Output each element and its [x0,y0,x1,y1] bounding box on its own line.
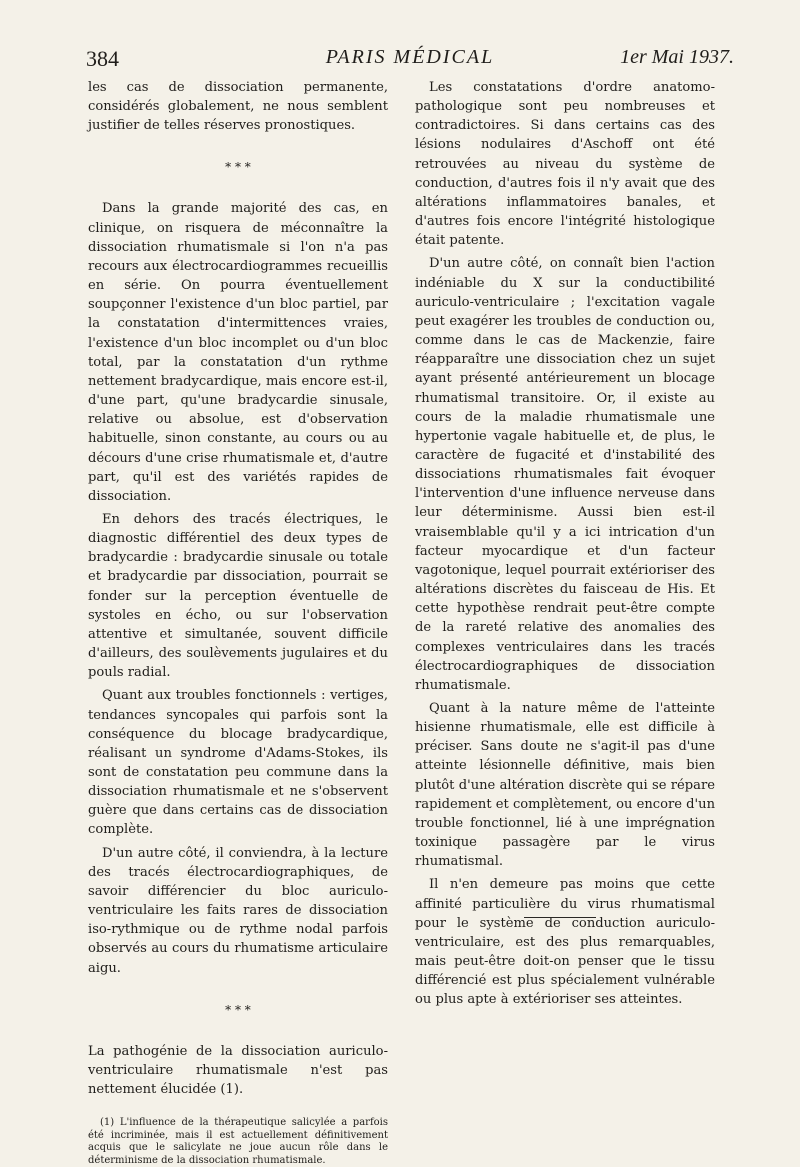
running-title: PARIS MÉDICAL [325,46,495,68]
page-header [86,42,734,72]
paragraph: D'un autre côté, on connaît bien l'action indéniable du X sur la conductibilité auriculo-ventriculaire ; l'excitation vagale peut exagérer les troubles de conduction ou, comme dans le cas de Mackenzie, faire réapparaître une dissociation chez un sujet ayant présenté antérieurement un blocage rhumatismal transitoire. Or, il existe au cours de la maladie rhumatismale une hypertonie vagale habituelle et, de plus, le caractère de fugacité et d'instabilité des dissociations rhumatismales fait évoquer l'intervention d'une influence nerveuse dans leur déterminisme. Aussi bien est-il vraisemblable qu'il y a ici intrication d'un facteur myocardique et d'un facteur vagotonique, lequel pourrait extérioriser des altérations discrètes du faisceau de His. Et cette hypothèse rendrait peut-être compte de la rareté relative des anomalies des complexes ventriculaires dans les tracés électrocardiographiques de dissociation rhumatismale. [415,256,715,693]
paragraph: Il n'en demeure pas moins que cette affinité particulière du virus rhumatismal pour le système de conduction auriculo-ventriculaire, est des plus remarquables, mais peut-être doit-on penser que le tissu différencié est plus spécialement vulnérable ou plus apte à extérioriser ses atteintes. [415,877,715,1008]
page-number: 384 [86,46,119,71]
paragraph: Dans la grande majorité des cas, en clinique, on risquera de méconnaître la dissociation rhumatismale si l'on n'a pas recours aux électrocardiogrammes recueillis en série. On pourra éventuellement soupçonner l'existence d'un bloc partiel, par la constatation d'intermittences vraies, l'existence d'un bloc incomplet ou d'un bloc total, par la constatation d'un rythme nettement bradycardique, mais encore est-il, d'une part, qu'une bradycardie sinusale, relative ou absolue, est d'observation habituelle, sinon constante, au cours ou au décours d'une crise rhumatismale et, d'autre part, qu'il est des variétés rapides de dissociation. [88,201,388,504]
paragraph: D'un autre côté, il conviendra, à la lecture des tracés électrocardiographiques, de savoir différencier du bloc auriculo-ventriculaire les faits rares de dissociation iso-rythmique ou de rythme nodal parfois observés au cours du rhumatisme articulaire aigu. [88,845,388,976]
paragraph: La pathogénie de la dissociation auriculo-ventriculaire rhumatismale n'est pas nettement élucidée (1). [88,1043,388,1098]
section-separator [88,1004,388,1016]
left-column [88,78,388,1167]
paragraph: Quant aux troubles fonctionnels : vertiges, tendances syncopales qui parfois sont la conséquence du blocage bradycardique, réalisant un syndrome d'Adams-Stokes, ils sont de constatation peu commune dans la dissociation rhumatismale et ne s'observent guère que dans certains cas de dissociation complète. [88,688,388,838]
footnote: (1) L'influence de la thérapeutique salicylée a parfois été incriminée, mais il est actuellement définitivement acquis que le salicylate ne joue aucun rôle dans le déterminisme de la dissociation rhumatismale. [88,1117,388,1166]
end-rule [524,917,596,918]
asterism-text: * * * [225,160,251,175]
paragraph: les cas de dissociation permanente, considérés globalement, ne nous semblent justifier de telles réserves pronostiques. [88,80,388,134]
right-column [415,78,715,1010]
asterism-text: * * * [225,1002,251,1017]
section-separator [88,161,388,173]
paragraph: Les constatations d'ordre anatomo-pathologique sont peu nombreuses et contradictoires. Si dans certains cas des lésions nodulaires d'Aschoff ont été retrouvées au niveau du système de conduction, d'autres fois il n'y avait que des altérations inflammatoires banales, et d'autres fois encore l'intégrité histologique était patente. [415,80,715,249]
paragraph: Quant à la nature même de l'atteinte hisienne rhumatismale, elle est difficile à préciser. Sans doute ne s'agit-il pas d'une atteinte lésionnelle définitive, mais bien plutôt d'une altération discrète qui se répare rapidement et complètement, ou encore d'un trouble fonctionnel, lié à une imprégnation toxinique passagère par le virus rhumatismal. [415,701,715,870]
paragraph: En dehors des tracés électriques, le diagnostic différentiel des deux types de bradycardie : bradycardie sinusale ou totale et bradycardie par dissociation, pourrait se fonder sur la perception éventuelle de systoles en écho, ou sur l'observation attentive et simultanée, souvent difficile d'ailleurs, des soulèvements jugulaires et du pouls radial. [88,511,388,681]
issue-date: 1er Mai 1937. [620,46,734,68]
